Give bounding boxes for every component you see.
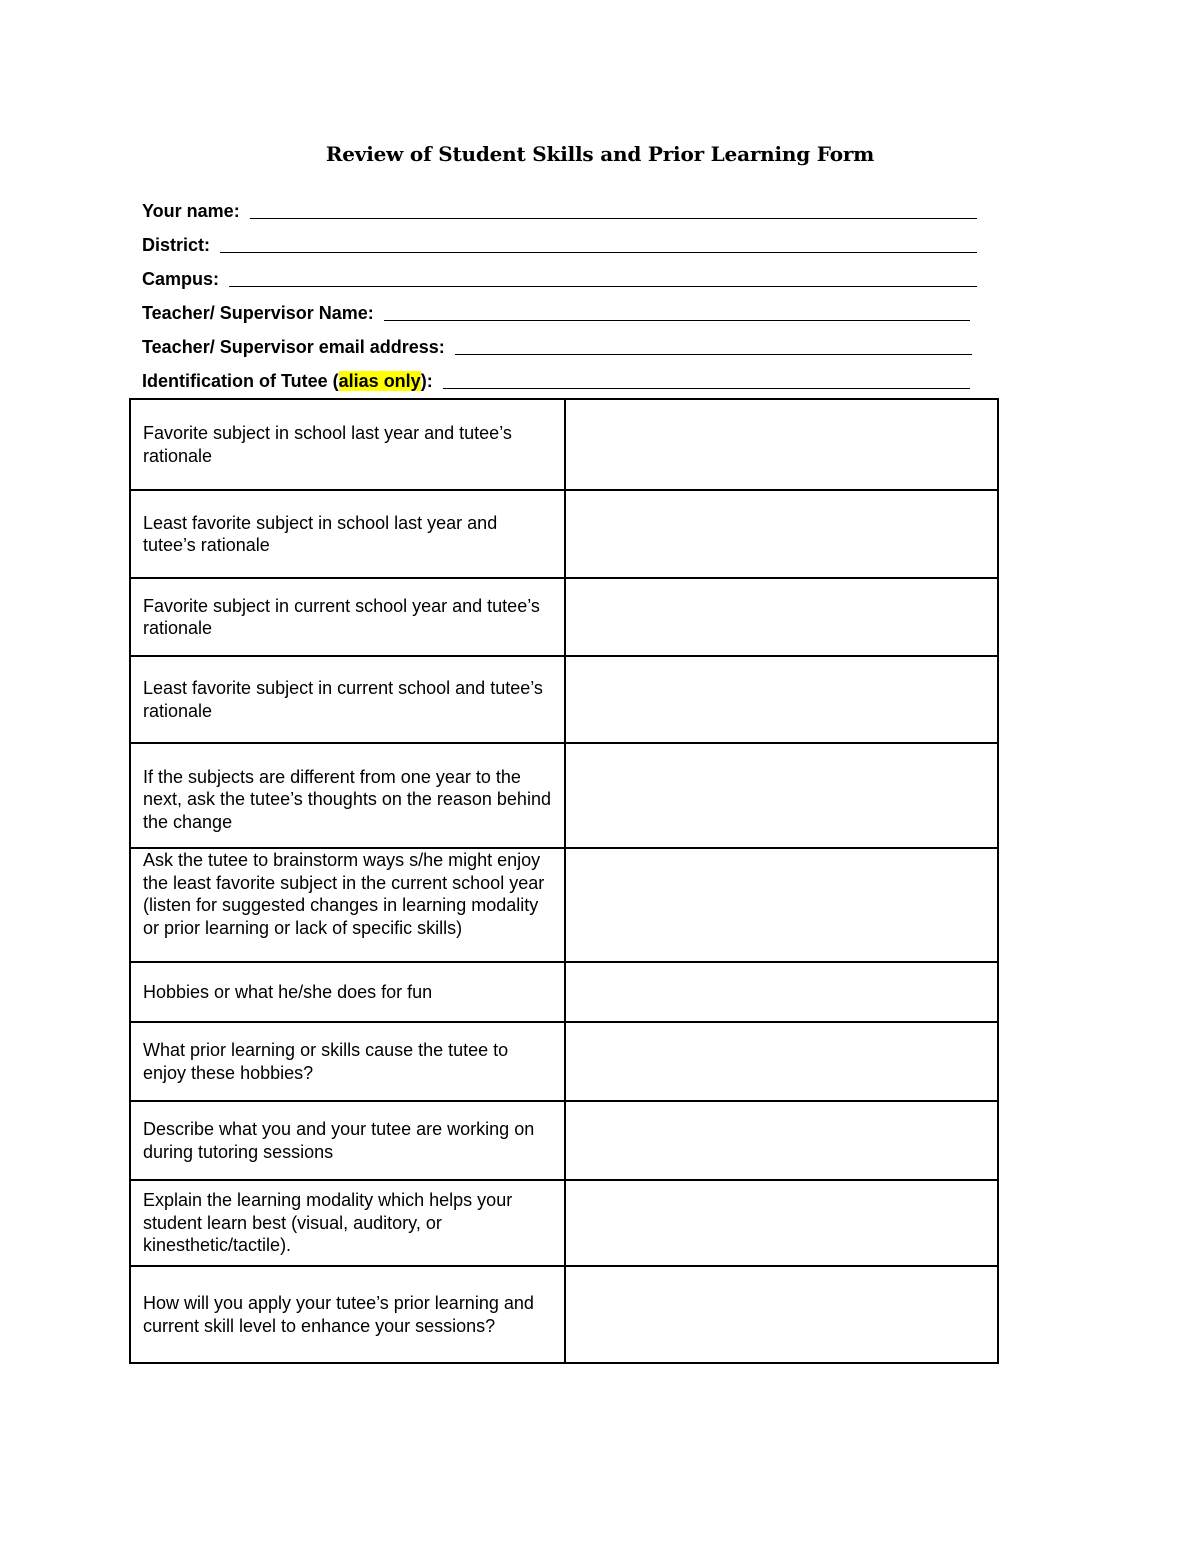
table-row — [130, 1101, 998, 1180]
district-label: District: — [142, 235, 211, 255]
answer-cell[interactable] — [565, 399, 998, 490]
table-row — [130, 962, 998, 1022]
answer-cell[interactable] — [565, 1101, 998, 1180]
question-cell — [130, 656, 565, 743]
answer-cell[interactable] — [565, 743, 998, 848]
question-cell — [130, 1022, 565, 1101]
answer-cell[interactable] — [565, 490, 998, 578]
question-text: Explain the learning modality which helps your student learn best (visual, auditory, or kinesthetic/tactile). — [143, 1190, 513, 1256]
table-row — [130, 578, 998, 656]
question-cell — [130, 399, 565, 490]
district-blank-line[interactable] — [220, 252, 977, 253]
question-cell — [130, 848, 565, 962]
table-row — [130, 490, 998, 578]
teacher-name-label: Teacher/ Supervisor Name: — [142, 303, 374, 323]
table-row — [130, 399, 998, 490]
your-name-blank-line[interactable] — [250, 218, 977, 219]
question-text: Least favorite subject in school last year and tutee’s rationale — [143, 512, 498, 555]
table-row — [130, 1266, 998, 1363]
question-cell — [130, 962, 565, 1022]
skills-table — [129, 398, 999, 1364]
question-text: If the subjects are different from one year to the next, ask the tutee’s thoughts on the reason behind the change — [143, 766, 551, 832]
tutee-id-blank-line[interactable] — [443, 388, 970, 389]
table-row — [130, 656, 998, 743]
question-cell — [130, 1266, 565, 1363]
form-title: Review of Student Skills and Prior Learning Form — [325, 142, 875, 166]
answer-cell[interactable] — [565, 656, 998, 743]
question-cell — [130, 743, 565, 848]
tutee-id-label-suffix: ): — [420, 371, 433, 391]
table-row — [130, 1022, 998, 1101]
tutee-id-label-prefix: Identification of Tutee ( — [142, 371, 339, 391]
answer-cell[interactable] — [565, 1180, 998, 1266]
teacher-name-field — [142, 296, 970, 324]
question-text: Favorite subject in current school year and tutee’s rationale — [143, 595, 540, 638]
answer-cell[interactable] — [565, 1022, 998, 1101]
teacher-email-label: Teacher/ Supervisor email address: — [142, 337, 445, 357]
your-name-label: Your name: — [142, 201, 240, 221]
question-text: Ask the tutee to brainstorm ways s/he might enjoy the least favorite subject in the current school year (listen for suggested changes in learning modality or prior learning or lack of specific skills) — [143, 850, 545, 938]
question-text: What prior learning or skills cause the tutee to enjoy these hobbies? — [143, 1040, 509, 1083]
question-text: Describe what you and your tutee are working on during tutoring sessions — [143, 1119, 535, 1162]
campus-blank-line[interactable] — [229, 286, 977, 287]
question-cell — [130, 1180, 565, 1266]
question-text: Hobbies or what he/she does for fun — [143, 981, 433, 1002]
district-field — [142, 228, 977, 256]
alias-only-highlight: alias only — [338, 371, 421, 391]
table-row — [130, 1180, 998, 1266]
question-cell — [130, 490, 565, 578]
question-cell — [130, 1101, 565, 1180]
teacher-email-field — [142, 330, 972, 358]
teacher-email-blank-line[interactable] — [455, 354, 972, 355]
answer-cell[interactable] — [565, 848, 998, 962]
question-text: How will you apply your tutee’s prior learning and current skill level to enhance your sessions? — [143, 1293, 534, 1336]
question-text: Least favorite subject in current school and tutee’s rationale — [143, 678, 543, 721]
tutee-id-label — [142, 370, 433, 392]
question-text: Favorite subject in school last year and tutee’s rationale — [143, 423, 512, 466]
your-name-field — [142, 194, 977, 222]
question-cell — [130, 578, 565, 656]
answer-cell[interactable] — [565, 962, 998, 1022]
teacher-name-blank-line[interactable] — [384, 320, 970, 321]
tutee-id-field — [142, 364, 970, 392]
table-row — [130, 743, 998, 848]
campus-field — [142, 262, 977, 290]
answer-cell[interactable] — [565, 1266, 998, 1363]
campus-label: Campus: — [142, 269, 220, 289]
answer-cell[interactable] — [565, 578, 998, 656]
table-row — [130, 848, 998, 962]
